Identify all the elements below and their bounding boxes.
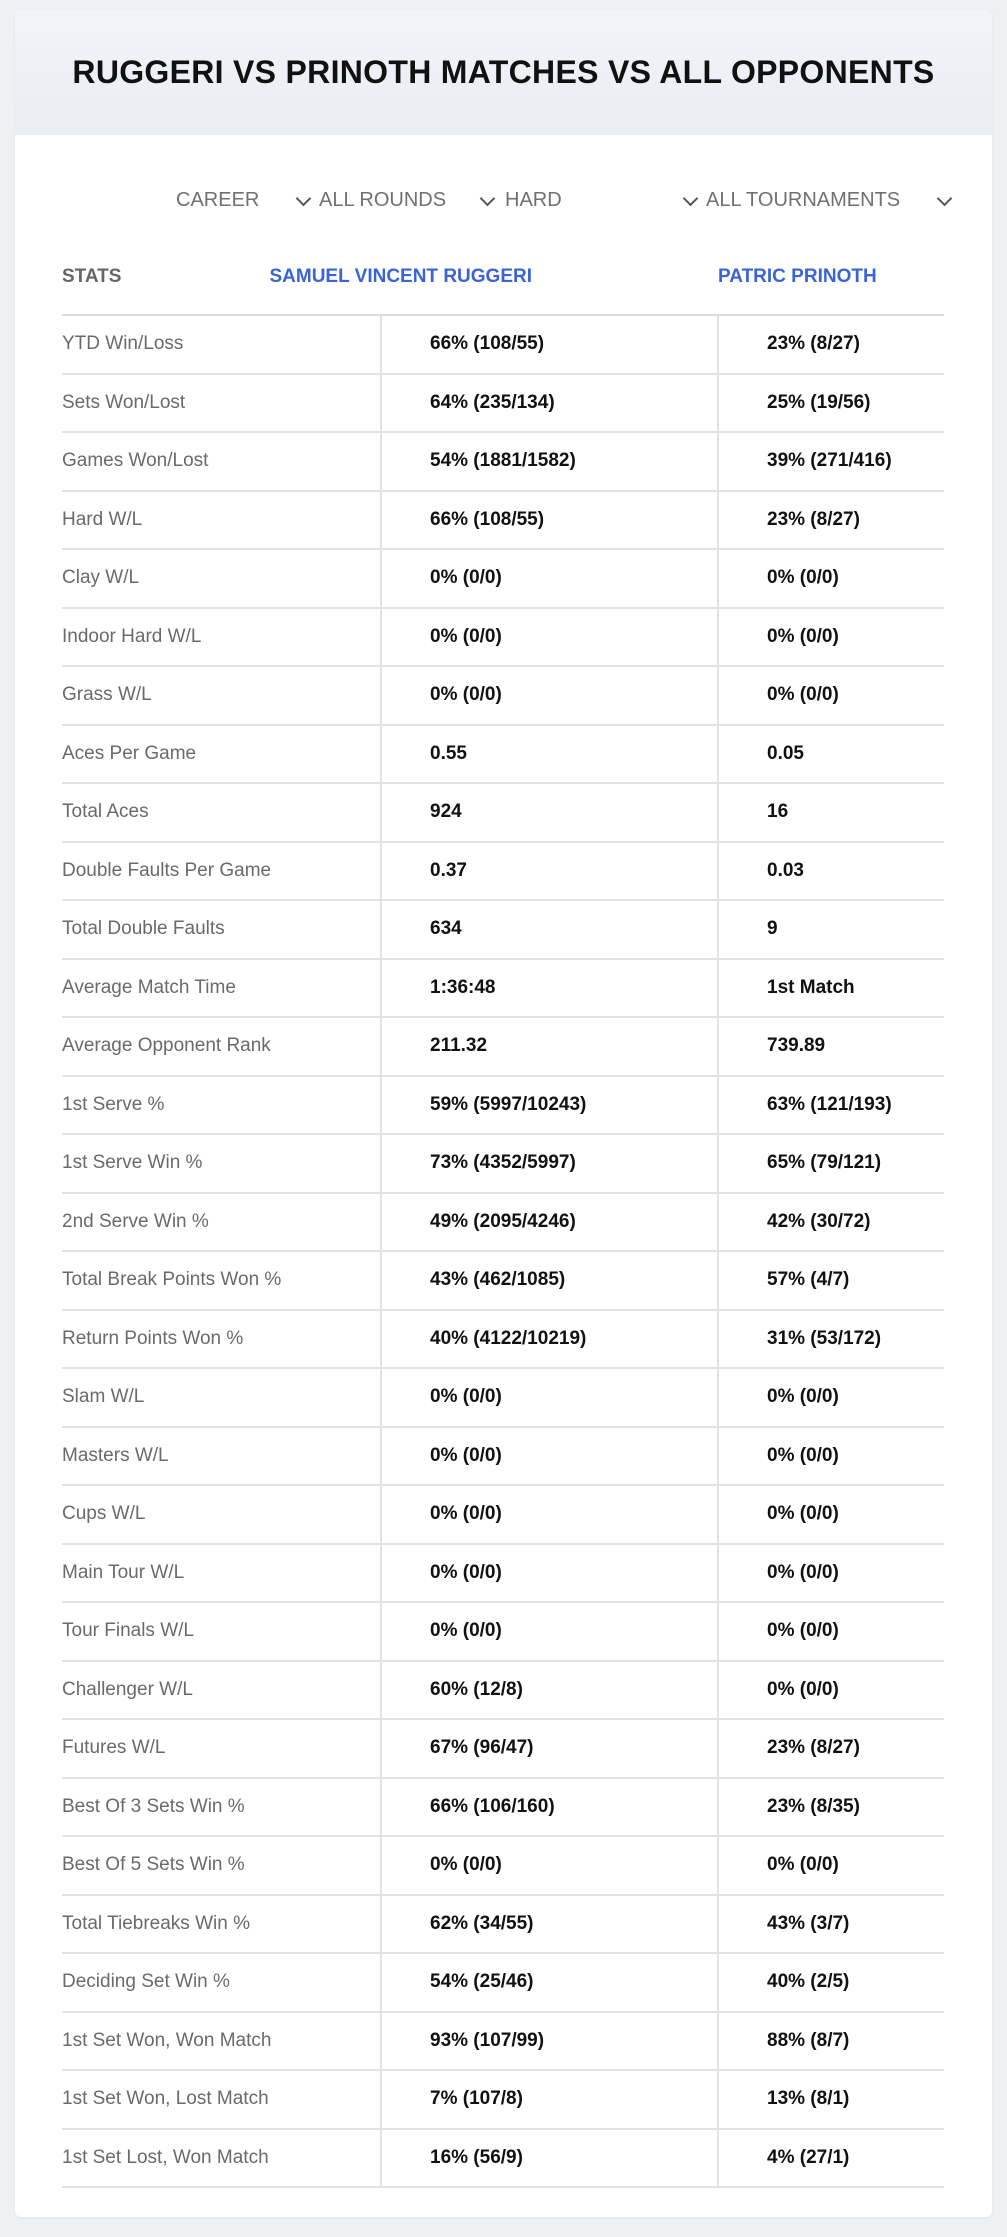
player2-value-cell: 0% (0/0) <box>717 1662 944 1719</box>
stat-name-cell: Main Tour W/L <box>62 1561 185 1583</box>
chevron-down-icon <box>296 191 312 207</box>
stat-name-cell: Challenger W/L <box>62 1678 193 1700</box>
table-row <box>62 1545 944 1604</box>
table-row <box>62 492 944 551</box>
stat-name-cell: Total Tiebreaks Win % <box>62 1912 250 1934</box>
table-row <box>62 1369 944 1428</box>
stat-name-cell: Cups W/L <box>62 1503 146 1525</box>
player2-column-header[interactable]: PATRIC PRINOTH <box>718 266 877 287</box>
table-row <box>62 1135 944 1194</box>
stat-name-cell: 1st Serve % <box>62 1093 165 1115</box>
stat-name-cell: Aces Per Game <box>62 742 197 764</box>
round-select[interactable] <box>319 180 499 220</box>
stat-name-cell: 1st Set Won, Won Match <box>62 2029 272 2051</box>
stat-name-cell: Tour Finals W/L <box>62 1620 194 1642</box>
table-row <box>62 1077 944 1136</box>
stat-name-cell: Average Opponent Rank <box>62 1035 271 1057</box>
chevron-down-icon <box>683 191 699 207</box>
player1-value-cell: 0% (0/0) <box>380 1369 717 1426</box>
table-row <box>62 1194 944 1253</box>
stat-name-cell: Sets Won/Lost <box>62 391 186 413</box>
table-row <box>62 1428 944 1487</box>
player2-value-cell: 0% (0/0) <box>717 550 944 607</box>
player1-value-cell: 93% (107/99) <box>380 2013 717 2070</box>
player1-column-header[interactable]: SAMUEL VINCENT RUGGERI <box>269 266 532 287</box>
player2-value-cell: 1st Match <box>717 960 944 1017</box>
stat-name-cell: Best Of 3 Sets Win % <box>62 1795 245 1817</box>
stat-name-cell: YTD Win/Loss <box>62 333 184 355</box>
stat-name-cell: Games Won/Lost <box>62 450 209 472</box>
player1-value-cell: 0.37 <box>380 843 717 900</box>
table-row <box>62 1837 944 1896</box>
player2-value-cell: 4% (27/1) <box>717 2130 944 2187</box>
table-row <box>62 2130 944 2189</box>
player1-value-cell: 211.32 <box>380 1018 717 1075</box>
player2-value-cell: 0% (0/0) <box>717 1369 944 1426</box>
player1-value-cell: 40% (4122/10219) <box>380 1311 717 1368</box>
player2-value-cell: 42% (30/72) <box>717 1194 944 1251</box>
table-row <box>62 726 944 785</box>
player2-value-cell: 40% (2/5) <box>717 1954 944 2011</box>
stat-name-cell: Futures W/L <box>62 1737 166 1759</box>
player1-value-cell: 0% (0/0) <box>380 1486 717 1543</box>
player1-value-cell: 0% (0/0) <box>380 609 717 666</box>
player2-value-cell: 9 <box>717 901 944 958</box>
stat-name-cell: Double Faults Per Game <box>62 859 272 881</box>
player1-value-cell: 634 <box>380 901 717 958</box>
player1-value-cell: 0% (0/0) <box>380 1545 717 1602</box>
table-header <box>62 238 944 316</box>
table-row <box>62 1720 944 1779</box>
player2-value-cell: 57% (4/7) <box>717 1252 944 1309</box>
table-row <box>62 1486 944 1545</box>
player1-value-cell: 73% (4352/5997) <box>380 1135 717 1192</box>
table-row <box>62 1896 944 1955</box>
card-header <box>15 10 992 135</box>
round-select-label: ALL ROUNDS <box>319 188 447 211</box>
period-select[interactable] <box>176 180 316 220</box>
player2-value-cell: 0% (0/0) <box>717 1837 944 1894</box>
player2-value-cell: 25% (19/56) <box>717 375 944 432</box>
player1-value-cell: 66% (106/160) <box>380 1779 717 1836</box>
stat-name-cell: 1st Set Lost, Won Match <box>62 2146 269 2168</box>
player2-value-cell: 23% (8/35) <box>717 1779 944 1836</box>
stat-name-cell: Deciding Set Win % <box>62 1971 230 1993</box>
tournament-select-label: ALL TOURNAMENTS <box>706 188 901 211</box>
player2-value-cell: 0% (0/0) <box>717 1428 944 1485</box>
player2-value-cell: 0% (0/0) <box>717 1603 944 1660</box>
table-row <box>62 550 944 609</box>
table-row <box>62 609 944 668</box>
player2-value-cell: 23% (8/27) <box>717 492 944 549</box>
stat-name-cell: Clay W/L <box>62 567 140 589</box>
stat-name-cell: Total Aces <box>62 801 149 823</box>
filter-bar <box>15 180 992 220</box>
table-row <box>62 1018 944 1077</box>
table-row <box>62 1779 944 1838</box>
stat-name-cell: Best Of 5 Sets Win % <box>62 1854 245 1876</box>
player2-value-cell: 16 <box>717 784 944 841</box>
table-row <box>62 1662 944 1721</box>
chevron-down-icon <box>937 191 953 207</box>
player2-value-cell: 88% (8/7) <box>717 2013 944 2070</box>
player1-value-cell: 0% (0/0) <box>380 1428 717 1485</box>
player1-value-cell: 16% (56/9) <box>380 2130 717 2187</box>
player2-value-cell: 0% (0/0) <box>717 667 944 724</box>
table-row <box>62 316 944 375</box>
player1-value-cell: 0.55 <box>380 726 717 783</box>
player2-value-cell: 23% (8/27) <box>717 1720 944 1777</box>
player2-value-cell: 0.05 <box>717 726 944 783</box>
player2-value-cell: 0% (0/0) <box>717 1486 944 1543</box>
table-row <box>62 1603 944 1662</box>
player2-value-cell: 739.89 <box>717 1018 944 1075</box>
table-row <box>62 901 944 960</box>
stat-name-cell: Hard W/L <box>62 508 143 530</box>
player2-value-cell: 39% (271/416) <box>717 433 944 490</box>
player1-value-cell: 66% (108/55) <box>380 492 717 549</box>
stats-column-header: STATS <box>62 266 122 287</box>
player1-value-cell: 64% (235/134) <box>380 375 717 432</box>
player1-value-cell: 49% (2095/4246) <box>380 1194 717 1251</box>
chevron-down-icon <box>480 191 496 207</box>
tournament-select[interactable] <box>706 180 956 220</box>
table-row <box>62 1252 944 1311</box>
table-row <box>62 1311 944 1370</box>
player2-value-cell: 43% (3/7) <box>717 1896 944 1953</box>
player1-value-cell: 0% (0/0) <box>380 550 717 607</box>
player1-value-cell: 54% (1881/1582) <box>380 433 717 490</box>
player1-value-cell: 54% (25/46) <box>380 1954 717 2011</box>
player2-value-cell: 23% (8/27) <box>717 316 944 373</box>
table-row <box>62 2071 944 2130</box>
stat-name-cell: Indoor Hard W/L <box>62 625 202 647</box>
stat-name-cell: 2nd Serve Win % <box>62 1210 209 1232</box>
table-row <box>62 667 944 726</box>
table-body <box>62 316 944 2188</box>
player1-value-cell: 67% (96/47) <box>380 1720 717 1777</box>
player1-value-cell: 43% (462/1085) <box>380 1252 717 1309</box>
player1-value-cell: 0% (0/0) <box>380 1837 717 1894</box>
player2-value-cell: 13% (8/1) <box>717 2071 944 2128</box>
player2-value-cell: 65% (79/121) <box>717 1135 944 1192</box>
player2-value-cell: 63% (121/193) <box>717 1077 944 1134</box>
table-row <box>62 784 944 843</box>
player2-value-cell: 0% (0/0) <box>717 609 944 666</box>
table-row <box>62 1954 944 2013</box>
player2-value-cell: 0% (0/0) <box>717 1545 944 1602</box>
stats-card <box>15 10 992 2217</box>
table-row <box>62 960 944 1019</box>
stats-table <box>62 238 944 2188</box>
player1-value-cell: 0% (0/0) <box>380 1603 717 1660</box>
player1-value-cell: 59% (5997/10243) <box>380 1077 717 1134</box>
player2-value-cell: 31% (53/172) <box>717 1311 944 1368</box>
stat-name-cell: Slam W/L <box>62 1386 145 1408</box>
table-row <box>62 2013 944 2072</box>
player1-value-cell: 7% (107/8) <box>380 2071 717 2128</box>
surface-select-label: HARD <box>505 188 562 211</box>
player1-value-cell: 60% (12/8) <box>380 1662 717 1719</box>
table-row <box>62 433 944 492</box>
stat-name-cell: Average Match Time <box>62 976 236 998</box>
stat-name-cell: 1st Serve Win % <box>62 1152 203 1174</box>
stat-name-cell: 1st Set Won, Lost Match <box>62 2088 269 2110</box>
stat-name-cell: Total Break Points Won % <box>62 1269 282 1291</box>
stat-name-cell: Grass W/L <box>62 684 152 706</box>
player1-value-cell: 66% (108/55) <box>380 316 717 373</box>
stat-name-cell: Return Points Won % <box>62 1327 244 1349</box>
player1-value-cell: 62% (34/55) <box>380 1896 717 1953</box>
stat-name-cell: Total Double Faults <box>62 918 225 940</box>
player1-value-cell: 924 <box>380 784 717 841</box>
stat-name-cell: Masters W/L <box>62 1444 169 1466</box>
table-row <box>62 843 944 902</box>
table-row <box>62 375 944 434</box>
page-title: RUGGERI VS PRINOTH MATCHES VS ALL OPPONENTS <box>72 54 935 90</box>
player2-value-cell: 0.03 <box>717 843 944 900</box>
player1-value-cell: 0% (0/0) <box>380 667 717 724</box>
surface-select[interactable] <box>505 180 705 220</box>
player1-value-cell: 1:36:48 <box>380 960 717 1017</box>
period-select-label: CAREER <box>176 188 260 211</box>
